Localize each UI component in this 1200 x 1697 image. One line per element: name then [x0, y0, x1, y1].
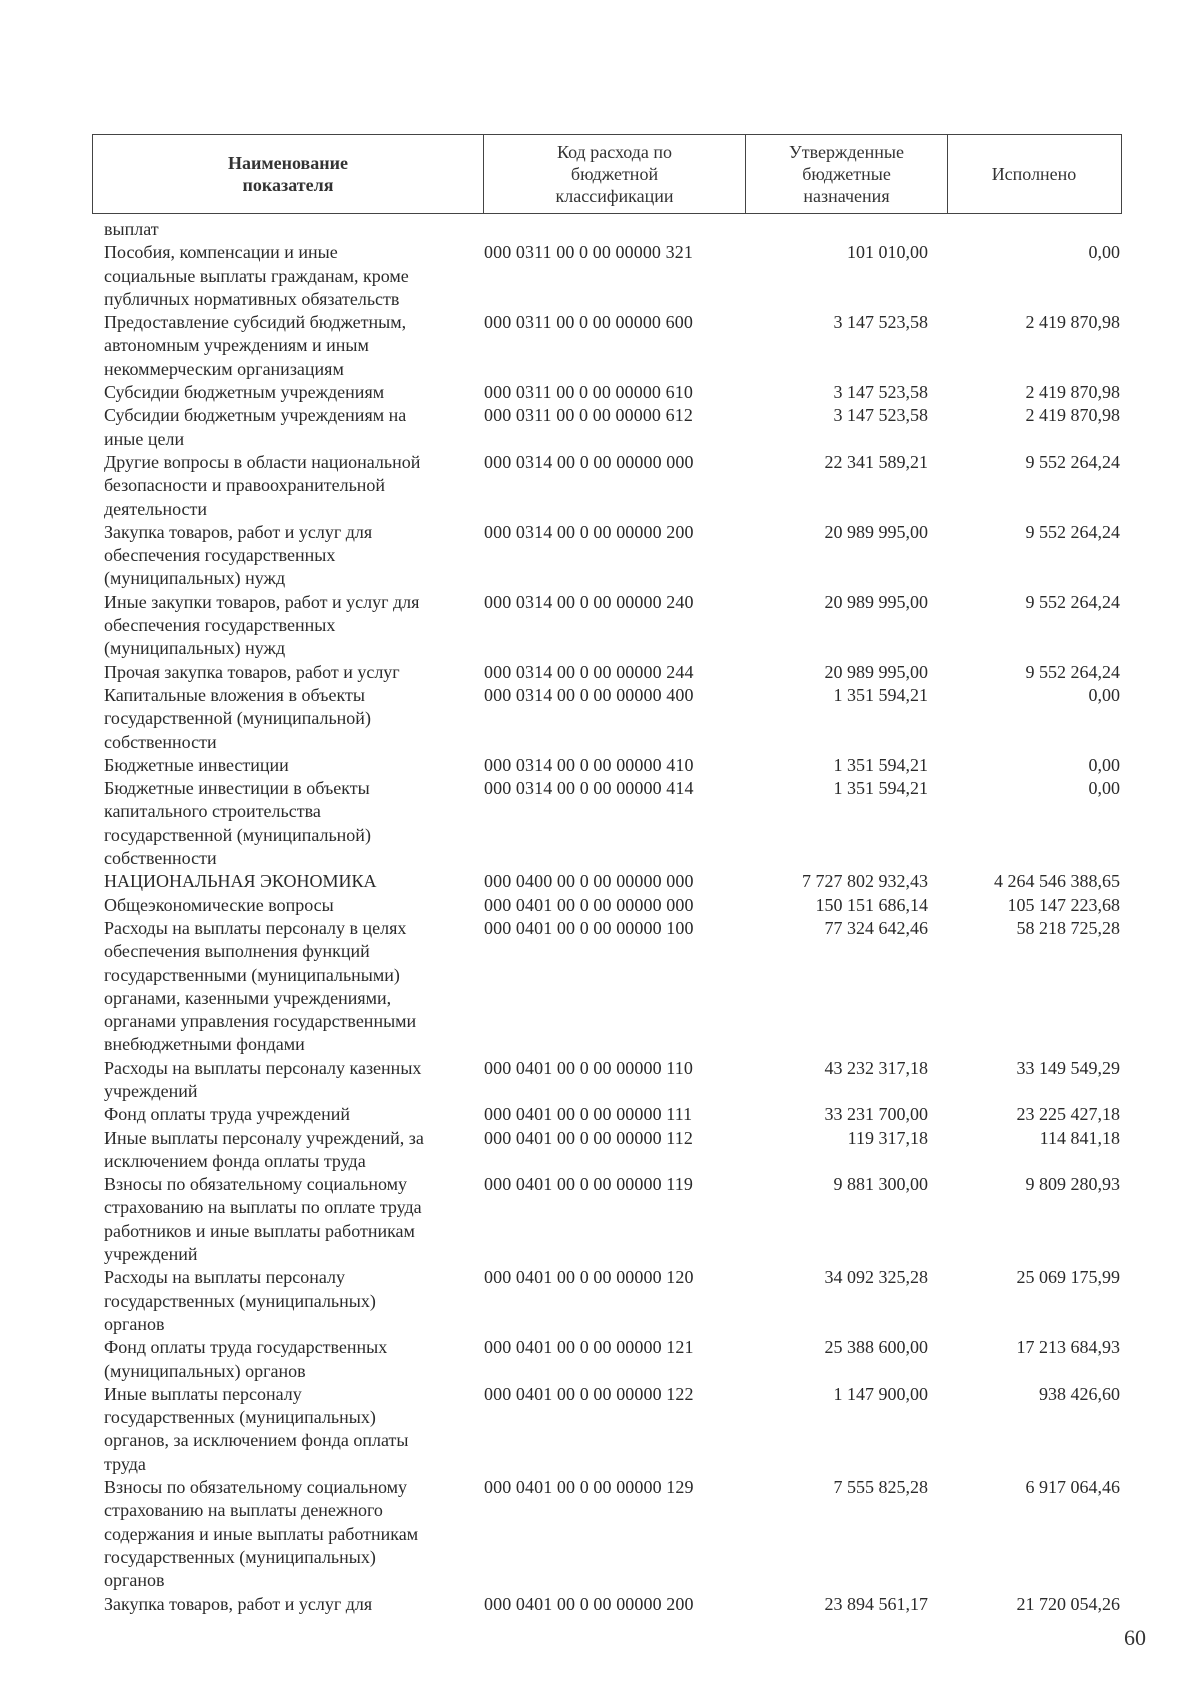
row-code: 000 0401 00 0 00 00000 110	[484, 1057, 693, 1078]
row-approved: 150 151 686,14	[815, 894, 928, 915]
row-name: Расходы на выплаты персоналу казенных учреждений	[104, 1057, 422, 1101]
row-executed: 9 809 280,93	[1025, 1174, 1120, 1195]
row-name: Капитальные вложения в объекты государственной (муниципальной) собственности	[104, 684, 371, 752]
row-code: 000 0401 00 0 00 00000 112	[484, 1127, 693, 1148]
row-name: Бюджетные инвестиции	[104, 754, 289, 775]
table-row	[104, 218, 1134, 241]
row-code: 000 0401 00 0 00 00000 111	[484, 1104, 693, 1125]
header-name: Наименование показателя	[93, 135, 484, 213]
row-name: Бюджетные инвестиции в объекты капитального строительства государственной (муниципальной) собственности	[104, 778, 371, 869]
row-executed: 21 720 054,26	[1016, 1593, 1120, 1614]
table-row	[104, 754, 1134, 777]
row-name: Пособия, компенсации и иные социальные выплаты гражданам, кроме публичных нормативных обязательств	[104, 242, 409, 309]
row-name: Субсидии бюджетным учреждениям на иные цели	[104, 405, 407, 449]
table-row	[104, 1336, 1134, 1383]
table-row	[104, 684, 1134, 754]
header-executed: Исполнено	[991, 164, 1077, 184]
table-row	[104, 1476, 1134, 1592]
row-executed: 23 225 427,18	[1016, 1104, 1120, 1125]
row-executed: 9 552 264,24	[1025, 521, 1120, 542]
table-row	[104, 381, 1134, 404]
table-row	[104, 917, 1134, 1057]
row-code: 000 0401 00 0 00 00000 000	[484, 894, 694, 915]
table-row	[104, 241, 1134, 311]
row-approved: 34 092 325,28	[824, 1267, 928, 1288]
row-approved: 20 989 995,00	[824, 591, 928, 612]
table-row	[104, 1266, 1134, 1336]
row-name: Прочая закупка товаров, работ и услуг	[104, 661, 400, 682]
row-name: Закупка товаров, работ и услуг для	[104, 1593, 373, 1614]
row-name: Взносы по обязательному социальному страхованию на выплаты денежного содержания и иные выплаты работникам государственных (муниципальных) органов	[104, 1477, 419, 1591]
row-code: 000 0401 00 0 00 00000 122	[484, 1383, 694, 1404]
row-approved: 3 147 523,58	[833, 312, 928, 333]
row-code: 000 0401 00 0 00 00000 200	[484, 1593, 694, 1614]
row-executed: 938 426,60	[1039, 1383, 1120, 1404]
row-approved: 77 324 642,46	[824, 917, 928, 938]
row-code: 000 0314 00 0 00 00000 000	[484, 451, 694, 472]
row-approved: 20 989 995,00	[824, 661, 928, 682]
row-executed: 25 069 175,99	[1016, 1267, 1120, 1288]
row-code: 000 0311 00 0 00 00000 610	[484, 382, 693, 403]
table-row	[104, 521, 1134, 591]
row-approved: 3 147 523,58	[833, 405, 928, 426]
row-name: НАЦИОНАЛЬНАЯ ЭКОНОМИКА	[104, 871, 377, 892]
row-executed: 105 147 223,68	[1007, 894, 1120, 915]
row-executed: 2 419 870,98	[1025, 405, 1120, 426]
row-code: 000 0401 00 0 00 00000 121	[484, 1337, 694, 1358]
table-row	[104, 311, 1134, 381]
row-name: Иные выплаты персоналу государственных (муниципальных) органов, за исключением фонда оплаты труда	[104, 1383, 409, 1474]
row-code: 000 0314 00 0 00 00000 200	[484, 521, 694, 542]
row-code: 000 0314 00 0 00 00000 410	[484, 754, 694, 775]
row-name: Другие вопросы в области национальной безопасности и правоохранительной деятельности	[104, 451, 421, 519]
row-executed: 0,00	[1088, 754, 1120, 775]
row-code: 000 0311 00 0 00 00000 600	[484, 312, 693, 333]
header-approved: Утвержденные бюджетные назначения	[746, 135, 948, 213]
row-executed: 9 552 264,24	[1025, 591, 1120, 612]
table-row	[104, 591, 1134, 661]
table-row	[104, 870, 1134, 893]
row-executed: 9 552 264,24	[1025, 661, 1120, 682]
row-code: 000 0401 00 0 00 00000 120	[484, 1267, 694, 1288]
row-executed: 0,00	[1088, 242, 1120, 263]
row-approved: 9 881 300,00	[833, 1174, 928, 1195]
header-code: Код расхода по бюджетной классификации	[484, 135, 746, 213]
row-executed: 0,00	[1088, 778, 1120, 799]
row-executed: 58 218 725,28	[1016, 917, 1120, 938]
row-approved: 43 232 317,18	[824, 1057, 928, 1078]
table-row	[104, 1127, 1134, 1174]
table-header	[92, 134, 1122, 214]
row-name: Субсидии бюджетным учреждениям	[104, 382, 385, 403]
table-body	[104, 218, 1134, 1616]
table-row	[104, 1057, 1134, 1104]
row-approved	[732, 218, 928, 241]
row-name: Иные закупки товаров, работ и услуг для обеспечения государственных (муниципальных) нужд	[104, 591, 420, 659]
row-executed: 2 419 870,98	[1025, 312, 1120, 333]
table-row	[104, 661, 1134, 684]
row-executed: 6 917 064,46	[1025, 1477, 1120, 1498]
row-approved: 1 351 594,21	[833, 778, 928, 799]
row-approved: 22 341 589,21	[824, 451, 928, 472]
table-row	[104, 404, 1134, 451]
row-approved: 3 147 523,58	[833, 382, 928, 403]
row-approved: 101 010,00	[847, 242, 928, 263]
row-name: Взносы по обязательному социальному страхованию на выплаты по оплате труда работников и иные выплаты работникам учреждений	[104, 1174, 422, 1265]
row-executed: 17 213 684,93	[1016, 1337, 1120, 1358]
row-executed: 114 841,18	[1039, 1127, 1120, 1148]
row-approved: 25 388 600,00	[824, 1337, 928, 1358]
row-name: Закупка товаров, работ и услуг для обеспечения государственных (муниципальных) нужд	[104, 521, 373, 589]
row-approved: 1 351 594,21	[833, 754, 928, 775]
table-row	[104, 1173, 1134, 1266]
row-code: 000 0314 00 0 00 00000 240	[484, 591, 694, 612]
row-code: 000 0311 00 0 00 00000 321	[484, 242, 693, 263]
row-name: Расходы на выплаты персоналу в целях обеспечения выполнения функций государственными (муниципальными) органами, казенными учреждениями, органами управления государственными внебюджетными фондами	[104, 917, 417, 1055]
page-number: 60	[1124, 1625, 1146, 1650]
row-code: 000 0401 00 0 00 00000 100	[484, 917, 694, 938]
row-approved: 1 147 900,00	[833, 1383, 928, 1404]
row-name: Фонд оплаты труда учреждений	[104, 1104, 350, 1125]
row-code: 000 0314 00 0 00 00000 400	[484, 684, 694, 705]
row-approved: 1 351 594,21	[833, 684, 928, 705]
table-row	[104, 1383, 1134, 1476]
row-approved: 20 989 995,00	[824, 521, 928, 542]
table-row	[104, 1103, 1134, 1126]
row-executed: 2 419 870,98	[1025, 382, 1120, 403]
row-approved: 119 317,18	[847, 1127, 928, 1148]
row-approved: 7 727 802 932,43	[802, 871, 928, 892]
row-code: 000 0401 00 0 00 00000 119	[484, 1174, 693, 1195]
row-executed: 9 552 264,24	[1025, 451, 1120, 472]
row-executed: 0,00	[1088, 684, 1120, 705]
row-approved: 23 894 561,17	[824, 1593, 928, 1614]
table-row	[104, 451, 1134, 521]
row-name: Предоставление субсидий бюджетным, автономным учреждениям и иным некоммерческим организациям	[104, 312, 407, 379]
row-name: Фонд оплаты труда государственных (муниципальных) органов	[104, 1337, 388, 1381]
row-approved: 7 555 825,28	[833, 1477, 928, 1498]
row-code: 000 0311 00 0 00 00000 612	[484, 405, 693, 426]
table-row	[104, 777, 1134, 870]
row-name: Расходы на выплаты персоналу государственных (муниципальных) органов	[104, 1267, 376, 1334]
table-row	[104, 894, 1134, 917]
row-name: Иные выплаты персоналу учреждений, за исключением фонда оплаты труда	[104, 1127, 424, 1171]
row-approved: 33 231 700,00	[824, 1104, 928, 1125]
table-row	[104, 1593, 1134, 1616]
row-name: выплат	[104, 219, 159, 239]
row-code: 000 0401 00 0 00 00000 129	[484, 1477, 694, 1498]
row-name: Общеэкономические вопросы	[104, 894, 334, 915]
row-executed	[928, 218, 1120, 241]
row-code: 000 0400 00 0 00 00000 000	[484, 871, 694, 892]
row-code: 000 0314 00 0 00 00000 244	[484, 661, 694, 682]
row-executed: 4 264 546 388,65	[994, 871, 1120, 892]
row-code	[482, 218, 732, 241]
row-executed: 33 149 549,29	[1016, 1057, 1120, 1078]
row-code: 000 0314 00 0 00 00000 414	[484, 778, 694, 799]
